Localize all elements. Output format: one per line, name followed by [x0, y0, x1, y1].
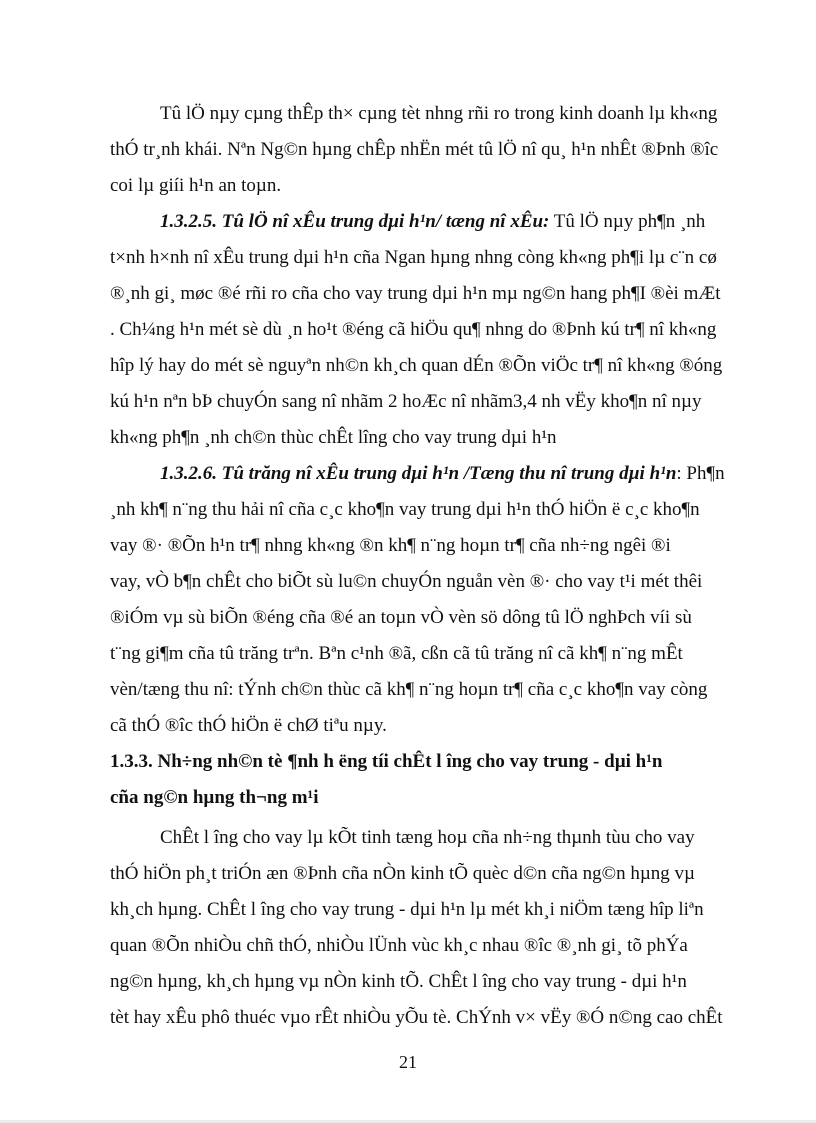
section-heading: 1.3.3. Nh÷ng nh©n tè ¶nh h ëng tíi chÊt l îng cho vay trung - dµi h¹n [110, 751, 663, 772]
paragraph-line: ®iÓm vµ sù biÕn ®éng cña ®é an toµn vÒ vèn sö dông tû lÖ nghÞch víi sù [110, 607, 692, 628]
paragraph-line: vay, vÒ b¶n chÊt cho biÕt sù lu©n chuyÓn nguån vèn ®· cho vay t¹i mét thêi [110, 571, 703, 592]
paragraph-text: Tû lÖ nµy ph¶n ¸nh [549, 211, 706, 232]
paragraph-line: hîp lý hay do mét sè nguyªn nh©n kh¸ch quan dÉn ®Õn viÖc tr¶ nî kh«ng ®óng [110, 355, 723, 376]
paragraph-line: . Ch¼ng h¹n mét sè dù ¸n ho¹t ®éng cã hiÖu qu¶ nhng do ®Þnh kú tr¶ nî kh«ng [110, 319, 717, 340]
paragraph-line: cã thÓ ®îc thÓ hiÖn ë chØ tiªu nµy. [110, 715, 387, 736]
subsection-line [160, 464, 725, 483]
paragraph-line: quan ®Õn nhiÒu chñ thÓ, nhiÒu lÜnh vùc kh¸c nhau ®îc ®¸nh gi¸ tõ phÝa [110, 935, 688, 956]
subsection-heading: 1.3.2.6. Tû trăng nî xÊu trung dµi h¹n /Tæng thu nî trung dµi h¹n [160, 463, 677, 484]
paragraph-line: kh¸ch hµng. ChÊt l îng cho vay trung - dµi h¹n lµ mét kh¸i niÖm tæng hîp liªn [110, 899, 704, 920]
paragraph-text: : Ph¶n [676, 463, 725, 484]
section-heading: cña ng©n hµng th¬ng m¹i [110, 787, 319, 808]
paragraph-line: t×nh h×nh nî xÊu trung dµi h¹n cña Ngan hµng nhng còng kh«ng ph¶i lµ c¨n cø [110, 247, 717, 268]
paragraph-line: tèt hay xÊu phô thuéc vµo rÊt nhiÒu yÕu tè. ChÝnh v× vËy ®Ó n©ng cao chÊt [110, 1007, 723, 1028]
paragraph-line: ¸nh kh¶ n¨ng thu hải nî cña c¸c kho¶n vay trung dµi h¹n thÓ hiÖn ë c¸c kho¶n [110, 499, 700, 520]
subsection-line [160, 212, 705, 231]
paragraph-line: kh«ng ph¶n ¸nh ch©n thùc chÊt lîng cho vay trung dµi h¹n [110, 427, 557, 448]
paragraph-line: t¨ng gi¶m cña tû trăng trªn. Bªn c¹nh ®ã, cßn cã tû trăng nî cã kh¶ n¨ng mÊt [110, 643, 683, 664]
paragraph-line: ChÊt l îng cho vay lµ kÕt tinh tæng hoµ cña nh÷ng thµnh tùu cho vay [160, 827, 695, 848]
paragraph-line: kú h¹n nªn bÞ chuyÓn sang nî nhãm 2 hoÆc nî nhãm3,4 nh vËy kho¶n nî nµy [110, 391, 702, 412]
paragraph-line: Tû lÖ nµy cµng thÊp th× cµng tèt nhng rñi ro trong kinh doanh lµ kh«ng [160, 103, 718, 124]
paragraph-line: thÓ hiÖn ph¸t triÓn æn ®Þnh cña nÒn kinh tÕ quèc d©n cña ng©n hµng vµ [110, 863, 696, 884]
subsection-heading: 1.3.2.5. Tû lÖ nî xÊu trung dµi h¹n/ tæng nî xÊu: [160, 211, 550, 232]
paragraph-line: vèn/tæng thu nî: tÝnh ch©n thùc cã kh¶ n¨ng hoµn tr¶ cña c¸c kho¶n vay còng [110, 679, 708, 700]
paragraph-line: ®¸nh gi¸ møc ®é rñi ro cña cho vay trung dµi h¹n mµ ng©n hang ph¶I ®èi mÆt [110, 283, 721, 304]
paragraph-line: coi lµ giíi h¹n an toµn. [110, 175, 282, 196]
page-number: 21 [399, 1052, 417, 1072]
paragraph-line: thÓ tr¸nh khái. Nªn Ng©n hµng chÊp nhËn mét tû lÖ nî qu¸ h¹n nhÊt ®Þnh ®îc [110, 139, 719, 160]
paragraph-line: ng©n hµng, kh¸ch hµng vµ nÒn kinh tÕ. ChÊt l îng cho vay trung - dµi h¹n [110, 971, 687, 992]
paragraph-line: vay ®· ®Õn h¹n tr¶ nhng kh«ng ®n kh¶ n¨ng hoµn tr¶ cña nh÷ng ngêi ®i [110, 535, 671, 556]
